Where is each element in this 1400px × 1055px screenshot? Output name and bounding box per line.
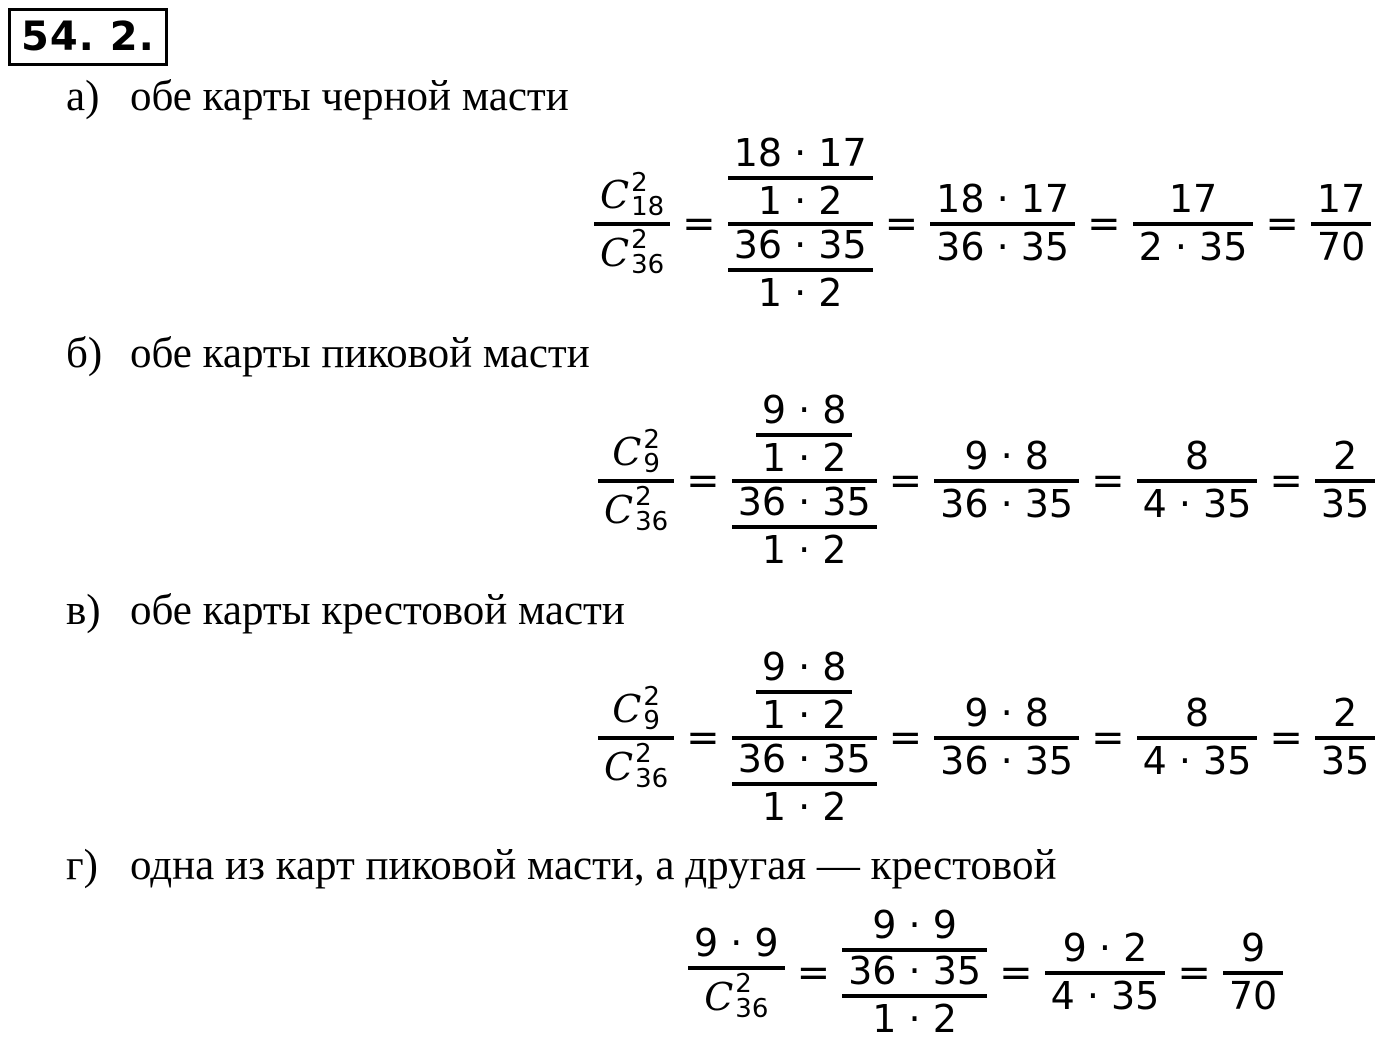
item-a-c-top-sup: 2 — [631, 167, 648, 198]
item-c-c-top-sub: 9 — [643, 706, 660, 737]
item-a-result-den: 70 — [1316, 225, 1366, 269]
equals-sign: = — [1091, 715, 1125, 761]
item-c-nested-num-num: 9 · 8 — [756, 648, 853, 694]
item-b-step3 — [1137, 434, 1258, 526]
item-c-nested-fraction — [732, 645, 877, 829]
item-d-f2-den-den: 1 · 2 — [872, 996, 957, 1041]
item-d-f2-num: 9 · 9 — [842, 906, 987, 952]
item-b-nested-den-num: 36 · 35 — [732, 483, 877, 529]
item-c-result-num: 2 — [1315, 694, 1375, 740]
item-d-c-sub: 36 — [735, 993, 769, 1024]
item-a-label: а) — [66, 73, 100, 120]
item-b-result-num: 2 — [1315, 437, 1375, 483]
item-d-text: одна из карт пиковой масти, а другая — крестовой — [130, 842, 1057, 889]
item-a-result — [1311, 177, 1371, 269]
item-a-text: обе карты черной масти — [130, 73, 569, 120]
item-a-c-bot-sup: 2 — [631, 225, 648, 255]
item-d-label: г) — [66, 842, 98, 889]
item-b-result-den: 35 — [1320, 482, 1370, 526]
problem-number: 54. 2. — [8, 8, 168, 66]
item-a-formula — [594, 124, 1371, 324]
equals-sign: = — [686, 715, 720, 761]
equals-sign: = — [999, 950, 1033, 996]
item-c-step2 — [934, 691, 1079, 783]
item-c-nested-num-den: 1 · 2 — [761, 693, 847, 738]
equals-sign: = — [686, 458, 720, 504]
item-d-step3-num: 9 · 2 — [1045, 929, 1166, 975]
equals-sign: = — [796, 950, 831, 996]
item-d-step3 — [1045, 926, 1166, 1018]
equals-sign: = — [1177, 950, 1211, 996]
equals-sign: = — [1091, 458, 1125, 504]
item-b-label: б) — [66, 330, 103, 377]
item-a-step3-num: 17 — [1133, 180, 1254, 226]
item-a-step3-den: 2 · 35 — [1138, 225, 1248, 269]
item-c-result-den: 35 — [1320, 739, 1370, 783]
item-b-combination-ratio: C 2 9 C 2 36 — [598, 428, 674, 535]
item-c-heading — [66, 589, 625, 632]
item-a-result-num: 17 — [1311, 180, 1371, 226]
item-a-heading — [66, 75, 569, 118]
item-c-c-top-sup: 2 — [643, 681, 660, 712]
item-c-step3-den: 4 · 35 — [1142, 739, 1252, 783]
item-a-nested-den-den: 1 · 2 — [757, 270, 843, 315]
equals-sign: = — [888, 458, 923, 504]
item-d-c-sup: 2 — [735, 969, 752, 1000]
item-b-heading — [66, 332, 590, 375]
item-a-combination-ratio: C 2 18 C 2 36 — [594, 171, 670, 278]
item-c-c-bot-sub: 36 — [635, 763, 669, 794]
item-c-step3-num: 8 — [1137, 694, 1258, 740]
item-b-step3-den: 4 · 35 — [1142, 482, 1252, 526]
item-b-text: обе карты пиковой масти — [130, 330, 590, 377]
item-b-c-top-sup: 2 — [643, 424, 660, 455]
equals-sign: = — [1265, 201, 1299, 247]
item-b-nested-fraction — [732, 388, 877, 572]
item-d-heading — [66, 844, 1056, 887]
item-a-step3 — [1133, 177, 1254, 269]
item-c-combination-ratio: C 2 9 C 2 36 — [598, 685, 674, 792]
item-c-formula — [598, 638, 1375, 838]
item-d-result — [1223, 926, 1283, 1018]
item-c-c-bot-sup: 2 — [635, 739, 652, 769]
item-d-result-den: 70 — [1228, 974, 1278, 1018]
item-a-step2-den: 36 · 35 — [936, 225, 1070, 269]
item-b-step2-den: 36 · 35 — [940, 482, 1074, 526]
item-a-nested-num-num: 18 · 17 — [728, 134, 873, 180]
item-b-nested-num-den: 1 · 2 — [761, 436, 847, 481]
item-d-f1-num: 9 · 9 — [688, 924, 785, 970]
item-c-nested-den-den: 1 · 2 — [761, 784, 847, 829]
item-b-step2-num: 9 · 8 — [934, 437, 1079, 483]
item-b-step3-num: 8 — [1137, 437, 1258, 483]
item-a-nested-num-den: 1 · 2 — [757, 179, 843, 224]
item-c-nested-den-num: 36 · 35 — [732, 740, 877, 786]
item-d-f2 — [842, 903, 987, 1041]
item-c-text: обе карты крестовой масти — [130, 587, 625, 634]
item-c-step2-den: 36 · 35 — [940, 739, 1074, 783]
item-b-c-top-sub: 9 — [643, 449, 660, 480]
item-b-formula — [598, 381, 1375, 581]
item-a-nested-fraction — [728, 131, 873, 315]
equals-sign: = — [1269, 458, 1303, 504]
item-c-step3 — [1137, 691, 1258, 783]
equals-sign: = — [1087, 201, 1121, 247]
item-d-formula — [688, 893, 1283, 1053]
equals-sign: = — [884, 201, 919, 247]
item-c-label: в) — [66, 587, 101, 634]
item-a-step2 — [930, 177, 1075, 269]
item-a-c-bot-sub: 36 — [631, 249, 665, 280]
item-c-result — [1315, 691, 1375, 783]
item-b-step2 — [934, 434, 1079, 526]
item-a-step2-num: 18 · 17 — [930, 180, 1075, 226]
item-a-nested-den-num: 36 · 35 — [728, 226, 873, 272]
item-d-step3-den: 4 · 35 — [1050, 974, 1160, 1018]
item-b-nested-den-den: 1 · 2 — [761, 527, 847, 572]
item-c-step2-num: 9 · 8 — [934, 694, 1079, 740]
item-d-result-num: 9 — [1223, 929, 1283, 975]
item-b-c-bot-sub: 36 — [635, 506, 669, 537]
equals-sign: = — [1269, 715, 1303, 761]
item-a-c-top-sub: 18 — [631, 192, 665, 223]
item-d-f1: 9 · 9 C 2 36 — [688, 924, 785, 1021]
item-b-nested-num-num: 9 · 8 — [756, 391, 853, 437]
item-b-result — [1315, 434, 1375, 526]
item-d-f2-den-num: 36 · 35 — [842, 952, 987, 998]
item-b-c-bot-sup: 2 — [635, 482, 652, 512]
equals-sign: = — [888, 715, 923, 761]
equals-sign: = — [682, 201, 716, 247]
